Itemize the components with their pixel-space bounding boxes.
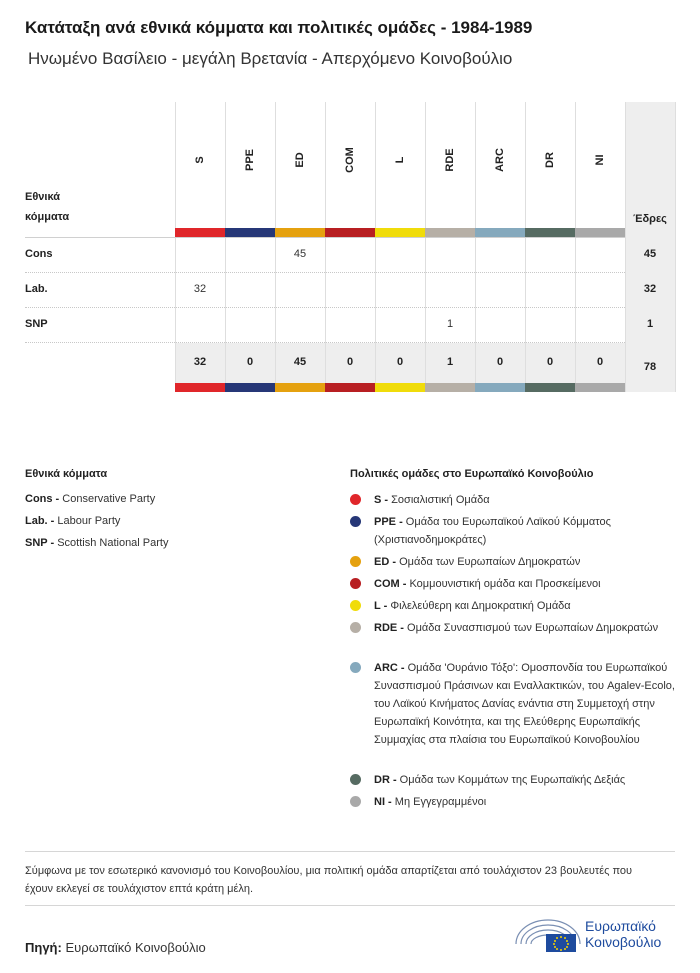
group-name: Ομάδα Συνασπισμού των Ευρωπαίων Δημοκρατών — [407, 622, 659, 634]
national-legend-title: Εθνικά κόμματα — [25, 468, 108, 480]
column-divider — [225, 102, 226, 392]
parliament-hemicycle-icon — [512, 914, 584, 954]
column-total: 0 — [596, 356, 604, 368]
group-abbr: NI - — [374, 796, 392, 808]
group-code: L — [394, 156, 406, 164]
national-legend-item — [25, 515, 120, 527]
group-abbr: PPE - — [374, 516, 403, 528]
group-legend-item — [350, 793, 680, 811]
color-swatch — [325, 228, 375, 237]
national-parties-header: Εθνικά κόμματα — [25, 191, 70, 223]
source-label: Πηγή: — [25, 940, 62, 955]
legend-dot-icon — [350, 622, 361, 633]
row-total: 1 — [646, 318, 654, 330]
party-abbr: Lab. - — [25, 515, 55, 527]
color-swatch — [175, 383, 225, 392]
group-legend-item — [350, 771, 680, 789]
divider — [25, 905, 675, 906]
legend-dot-icon — [350, 556, 361, 567]
total-column-background — [625, 102, 675, 392]
color-swatch — [275, 228, 325, 237]
group-abbr: DR - — [374, 774, 397, 786]
row-label: Lab. — [25, 283, 48, 295]
row-rule — [25, 272, 625, 273]
color-swatch — [275, 383, 325, 392]
group-code: ED — [294, 152, 306, 168]
column-total: 32 — [193, 356, 207, 368]
color-swatch — [575, 228, 625, 237]
seats-header: Έδρες — [633, 213, 667, 225]
color-swatch — [225, 228, 275, 237]
group-name: Μη Εγγεγραμμένοι — [394, 796, 487, 808]
legend-dot-icon — [350, 796, 361, 807]
group-name: Ομάδα των Ευρωπαίων Δημοκρατών — [399, 556, 581, 568]
group-legend-item — [350, 659, 680, 749]
table-cell: 1 — [446, 318, 454, 330]
group-name: Ομάδα των Κομμάτων της Ευρωπαϊκής Δεξιάς — [399, 774, 626, 786]
column-total: 0 — [396, 356, 404, 368]
color-swatch — [475, 228, 525, 237]
national-legend-item — [25, 493, 155, 505]
group-name: Κομμουνιστική ομάδα και Προσκείμενοι — [409, 578, 601, 590]
row-rule — [25, 307, 625, 308]
group-abbr: S - — [374, 494, 389, 506]
column-divider — [375, 102, 376, 392]
group-name: Ομάδα 'Ουράνιο Τόξο': Ομοσπονδία του Ευρωπαϊκού Συνασπισμού Πράσινων και Εναλλακτικών, του Agalev-Ecolo, του Λαϊκού Κινήματος Δανίας ενάντια στη Συμμετοχή στην Ευρωπαϊκή Κοινότητα, και της Ελεύθερης Ευρωπαϊκής Συμμαχίας στα πλαίσια του Ευρωπαϊκού Κοινοβουλίου — [374, 662, 675, 746]
color-swatch — [225, 383, 275, 392]
group-legend-item — [350, 553, 680, 571]
column-divider — [525, 102, 526, 392]
column-divider — [325, 102, 326, 392]
legend-dot-icon — [350, 578, 361, 589]
page-subtitle: Ηνωμένο Βασίλειο - μεγάλη Βρετανία - Απερχόμενο Κοινοβούλιο — [28, 49, 513, 68]
color-swatch — [375, 228, 425, 237]
source-value: Ευρωπαϊκό Κοινοβούλιο — [65, 940, 206, 955]
row-label: SNP — [25, 318, 48, 330]
grand-total: 78 — [643, 361, 657, 373]
color-swatch — [425, 383, 475, 392]
party-abbr: Cons - — [25, 493, 60, 505]
group-legend-item — [350, 597, 680, 615]
logo-text: Ευρωπαϊκό Κοινοβούλιο — [585, 918, 662, 950]
group-name: Φιλελεύθερη και Δημοκρατική Ομάδα — [390, 600, 571, 612]
column-total: 0 — [546, 356, 554, 368]
group-code: S — [194, 156, 206, 164]
group-legend-item — [350, 491, 680, 509]
row-total: 32 — [643, 283, 657, 295]
row-rule — [25, 342, 625, 343]
group-abbr: COM - — [374, 578, 407, 590]
group-code: DR — [544, 152, 556, 168]
group-name: Σοσιαλιστική Ομάδα — [391, 494, 490, 506]
group-legend-item — [350, 513, 680, 549]
color-swatch — [175, 228, 225, 237]
group-code: PPE — [244, 148, 256, 172]
group-code: ARC — [494, 148, 506, 172]
color-swatch — [575, 383, 625, 392]
color-swatch — [525, 228, 575, 237]
row-label: Cons — [25, 248, 53, 260]
legend-dot-icon — [350, 774, 361, 785]
table-cell: 45 — [293, 248, 307, 260]
column-divider — [475, 102, 476, 392]
color-swatch — [325, 383, 375, 392]
column-divider — [675, 102, 676, 392]
party-name: Scottish National Party — [57, 537, 169, 549]
divider — [25, 851, 675, 852]
table-cell: 32 — [193, 283, 207, 295]
party-name: Conservative Party — [62, 493, 156, 505]
seats-table — [0, 0, 700, 400]
column-divider — [425, 102, 426, 392]
column-total: 45 — [293, 356, 307, 368]
group-abbr: L - — [374, 600, 388, 612]
group-abbr: ED - — [374, 556, 396, 568]
footnote: Σύμφωνα με τον εσωτερικό κανονισμό του Κοινοβουλίου, μια πολιτική ομάδα απαρτίζεται από τουλάχιστον 23 βουλευτές που έχουν εκλεγεί σε τουλάχιστον επτά κράτη μέλη. — [25, 865, 633, 895]
color-swatch — [525, 383, 575, 392]
column-total: 0 — [246, 356, 254, 368]
party-abbr: SNP - — [25, 537, 55, 549]
national-legend-item — [25, 537, 168, 549]
color-swatch — [375, 383, 425, 392]
column-divider — [175, 102, 176, 392]
color-swatch — [425, 228, 475, 237]
group-name: Ομάδα του Ευρωπαϊκού Λαϊκού Κόμματος (Χριστιανοδημοκράτες) — [374, 516, 611, 546]
group-code: COM — [344, 147, 356, 173]
column-total: 0 — [346, 356, 354, 368]
group-legend-title: Πολιτικές ομάδες στο Ευρωπαϊκό Κοινοβούλιο — [350, 468, 594, 480]
color-swatch — [475, 383, 525, 392]
column-total: 1 — [446, 356, 454, 368]
legend-dot-icon — [350, 662, 361, 673]
group-legend-item — [350, 575, 680, 593]
party-name: Labour Party — [57, 515, 121, 527]
row-total: 45 — [643, 248, 657, 260]
group-abbr: ARC - — [374, 662, 405, 674]
column-total: 0 — [496, 356, 504, 368]
group-code: NI — [594, 154, 606, 166]
column-divider — [575, 102, 576, 392]
header-rule — [25, 237, 625, 238]
legend-dot-icon — [350, 494, 361, 505]
page-title: Κατάταξη ανά εθνικά κόμματα και πολιτικές ομάδες - 1984-1989 — [25, 18, 533, 37]
group-code: RDE — [444, 148, 456, 172]
legend-dot-icon — [350, 600, 361, 611]
group-abbr: RDE - — [374, 622, 404, 634]
group-legend-item — [350, 619, 680, 637]
source-line — [25, 940, 206, 955]
column-divider — [275, 102, 276, 392]
column-divider — [625, 102, 626, 392]
legend-dot-icon — [350, 516, 361, 527]
